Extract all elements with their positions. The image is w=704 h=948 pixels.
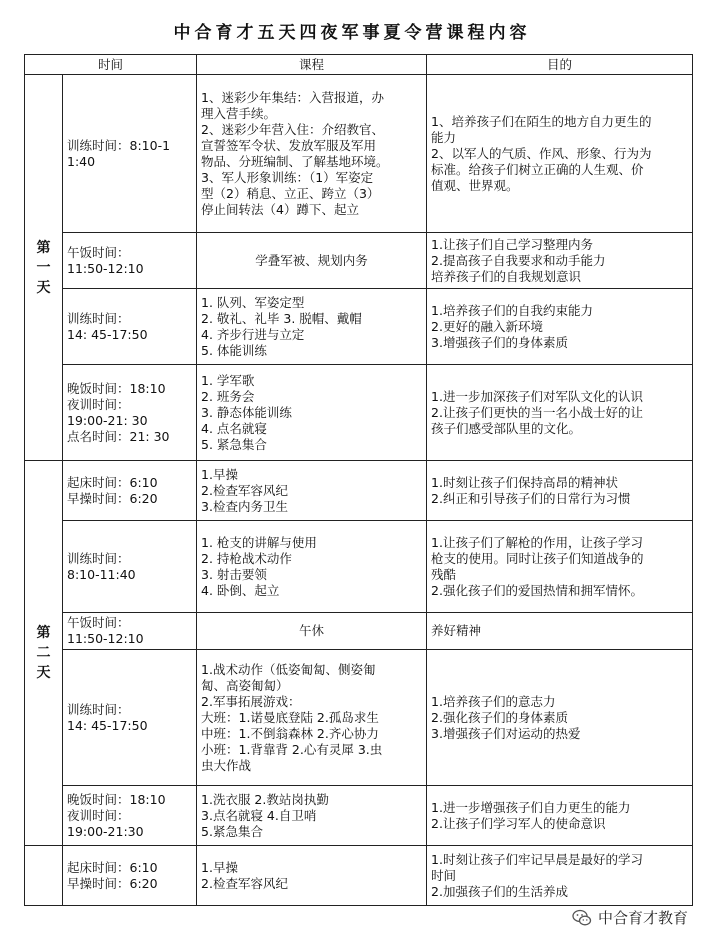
schedule-row — [25, 650, 693, 786]
course-cell — [197, 650, 427, 786]
course-cell-line: 5. 紧急集合 — [201, 436, 267, 452]
course-cell — [197, 846, 427, 906]
course-cell-line: 匐、高姿匍匐） — [201, 677, 289, 693]
course-cell-line: 学叠军被、规划内务 — [255, 252, 368, 268]
purpose-cell-line: 1.进一步增强孩子们自力更生的能力 — [431, 799, 631, 815]
schedule-row — [25, 461, 693, 521]
purpose-cell-line: 2.提高孩子自我要求和动手能力 — [431, 252, 606, 268]
course-cell-line: 停止间转法（4）蹲下、起立 — [201, 201, 359, 217]
purpose-cell-line: 孩子们感受部队里的文化。 — [431, 420, 582, 436]
day-label-line: 二 — [36, 645, 51, 661]
time-cell-line: 11:50-12:10 — [67, 631, 144, 646]
watermark-text: 中合育才教育 — [597, 909, 688, 927]
wechat-icon — [572, 908, 592, 928]
purpose-cell-line: 2.加强孩子们的生活养成 — [431, 883, 568, 899]
time-cell-line: 点名时间：21: 30 — [67, 428, 170, 444]
day-label-line: 天 — [36, 665, 51, 681]
time-cell-line: 11:50-12:10 — [67, 260, 144, 276]
course-cell-line: 物品、分班编制、了解基地环境。 — [201, 153, 389, 169]
day-label-line: 第 — [36, 625, 51, 641]
time-cell-line: 起床时间：6:10 — [67, 859, 158, 875]
purpose-cell-line: 1.培养孩子们的自我约束能力 — [431, 302, 593, 318]
purpose-cell-line: 值观、世界观。 — [431, 177, 519, 193]
day-label — [25, 75, 63, 461]
course-cell-line: 1、迷彩少年集结：入营报道，办 — [201, 89, 384, 105]
course-cell-line: 宣誓签军令状、发放军服及军用 — [201, 137, 377, 153]
course-cell-line: 3.点名就寝 4.自卫哨 — [201, 807, 317, 823]
course-cell-line: 2. 持枪战术动作 — [201, 550, 292, 566]
purpose-cell-line: 2.让孩子们学习军人的使命意识 — [431, 815, 606, 831]
time-cell — [63, 521, 197, 613]
course-cell-line: 2.军事拓展游戏： — [201, 693, 301, 709]
time-cell-line: 夜训时间： — [67, 396, 130, 412]
course-cell-line: 中班：1.不倒翁森林 2.齐心协力 — [201, 725, 379, 741]
time-cell — [63, 613, 197, 650]
course-cell — [197, 365, 427, 461]
schedule-table — [24, 54, 693, 906]
time-cell — [63, 233, 197, 289]
purpose-cell-line: 2.让孩子们更快的当一名小战士好的让 — [431, 404, 643, 420]
course-cell — [197, 233, 427, 289]
purpose-cell-line: 残酷 — [431, 566, 457, 582]
purpose-cell-line: 能力 — [431, 129, 457, 145]
course-cell-line: 2. 班务会 — [201, 388, 255, 404]
course-cell-line: 午休 — [299, 623, 325, 638]
purpose-cell-line: 1、培养孩子们在陌生的地方自力更生的 — [431, 113, 652, 129]
time-cell — [63, 365, 197, 461]
schedule-row — [25, 365, 693, 461]
course-cell-line: 4. 齐步行进与立定 — [201, 326, 305, 342]
course-cell-line: 2.检查军容风纪 — [201, 875, 288, 891]
time-cell-line: 早操时间：6:20 — [67, 490, 158, 506]
time-cell-line: 8:10-11:40 — [67, 566, 136, 582]
purpose-cell-line: 3.增强孩子们对运动的热爱 — [431, 725, 581, 741]
header-course: 课程 — [197, 55, 427, 75]
purpose-cell — [427, 233, 693, 289]
day-label-line: 天 — [36, 279, 51, 296]
purpose-cell-line: 时间 — [431, 867, 457, 883]
course-cell-line: 4. 点名就寝 — [201, 420, 267, 436]
purpose-cell-line: 1.时刻让孩子们牢记早晨是最好的学习 — [431, 851, 643, 867]
day-label-line: 第 — [36, 239, 51, 256]
purpose-cell — [427, 289, 693, 365]
course-cell-line: 5. 体能训练 — [201, 342, 267, 358]
purpose-cell-line: 标准。给孩子们树立正确的人生观、价 — [431, 161, 644, 177]
header-row — [25, 55, 693, 75]
time-cell-line: 午饭时间： — [67, 615, 130, 630]
time-cell-line: 19:00-21:30 — [67, 823, 144, 839]
purpose-cell-line: 2.纠正和引导孩子们的日常行为习惯 — [431, 490, 631, 506]
purpose-cell-line: 1.培养孩子们的意志力 — [431, 693, 556, 709]
course-cell-line: 型（2）稍息、立正、跨立（3） — [201, 185, 380, 201]
day-label — [25, 461, 63, 846]
time-cell-line: 训练时间： — [67, 701, 130, 717]
time-cell-line: 午饭时间： — [67, 244, 130, 260]
schedule-row — [25, 233, 693, 289]
time-cell — [63, 650, 197, 786]
course-cell-line: 5.紧急集合 — [201, 823, 263, 839]
course-cell-line: 理入营手续。 — [201, 105, 277, 121]
header-purpose: 目的 — [427, 55, 693, 75]
course-cell-line: 1. 学军歌 — [201, 372, 255, 388]
course-cell-line: 1.早操 — [201, 859, 238, 875]
course-cell-line: 2、迷彩少年营入住：介绍教官、 — [201, 121, 384, 137]
wechat-watermark — [568, 907, 692, 928]
schedule-row — [25, 846, 693, 906]
time-cell-line: 训练时间： — [67, 550, 130, 566]
schedule-row — [25, 613, 693, 650]
time-cell — [63, 846, 197, 906]
course-cell — [197, 461, 427, 521]
course-cell-line: 1.洗衣服 2.教站岗执勤 — [201, 791, 329, 807]
day-label — [25, 846, 63, 906]
purpose-cell-line: 1.时刻让孩子们保持高昂的精神状 — [431, 474, 618, 490]
course-cell-line: 1.战术动作（低姿匍匐、侧姿匍 — [201, 661, 376, 677]
course-cell — [197, 613, 427, 650]
course-cell-line: 3. 静态体能训练 — [201, 404, 292, 420]
course-cell — [197, 75, 427, 233]
course-cell-line: 1. 队列、军姿定型 — [201, 294, 305, 310]
course-cell-line: 虫大作战 — [201, 757, 252, 773]
page-title: 中合育才五天四夜军事夏令营课程内容 — [173, 23, 531, 43]
purpose-cell-line: 2.更好的融入新环境 — [431, 318, 543, 334]
schedule-row — [25, 521, 693, 613]
course-cell-line: 4. 卧倒、起立 — [201, 582, 280, 598]
time-cell-line: 早操时间：6:20 — [67, 875, 158, 891]
time-cell — [63, 461, 197, 521]
course-cell-line: 3.检查内务卫生 — [201, 498, 288, 514]
purpose-cell-line: 2.强化孩子们的身体素质 — [431, 709, 568, 725]
course-cell-line: 1. 枪支的讲解与使用 — [201, 534, 317, 550]
purpose-cell-line: 养好精神 — [431, 623, 482, 638]
course-cell-line: 大班：1.诺曼底登陆 2.孤岛求生 — [201, 709, 379, 725]
time-cell — [63, 75, 197, 233]
schedule-row — [25, 75, 693, 233]
time-cell-line: 14: 45-17:50 — [67, 717, 148, 733]
time-cell-line: 训练时间：8:10-1 — [67, 137, 171, 153]
time-cell-line: 训练时间： — [67, 310, 130, 326]
time-cell-line: 晚饭时间：18:10 — [67, 791, 166, 807]
time-cell-line: 晚饭时间：18:10 — [67, 380, 166, 396]
course-cell-line: 3. 射击要领 — [201, 566, 267, 582]
time-cell — [63, 289, 197, 365]
purpose-cell — [427, 521, 693, 613]
purpose-cell-line: 培养孩子们的自我规划意识 — [431, 268, 582, 284]
purpose-cell-line: 2.强化孩子们的爱国热情和拥军情怀。 — [431, 582, 643, 598]
purpose-cell-line: 枪支的使用。同时让孩子们知道战争的 — [431, 550, 644, 566]
purpose-cell — [427, 461, 693, 521]
purpose-cell-line: 1.让孩子们自己学习整理内务 — [431, 236, 593, 252]
header-time: 时间 — [25, 55, 197, 75]
purpose-cell-line: 1.让孩子们了解枪的作用，让孩子学习 — [431, 534, 643, 550]
day-label-line: 一 — [36, 259, 51, 276]
purpose-cell — [427, 613, 693, 650]
course-cell-line: 小班：1.背靠背 2.心有灵犀 3.虫 — [201, 741, 383, 757]
purpose-cell — [427, 365, 693, 461]
schedule-row — [25, 289, 693, 365]
purpose-cell — [427, 786, 693, 846]
purpose-cell-line: 1.进一步加深孩子们对军队文化的认识 — [431, 388, 643, 404]
time-cell — [63, 786, 197, 846]
purpose-cell — [427, 75, 693, 233]
time-cell-line: 夜训时间： — [67, 807, 130, 823]
time-cell-line: 14: 45-17:50 — [67, 326, 148, 342]
course-cell-line: 3、军人形象训练：（1）军姿定 — [201, 169, 374, 185]
schedule-row — [25, 786, 693, 846]
course-cell-line: 2. 敬礼、礼毕 3. 脱帽、戴帽 — [201, 310, 362, 326]
purpose-cell — [427, 846, 693, 906]
purpose-cell-line: 3.增强孩子们的身体素质 — [431, 334, 568, 350]
course-cell — [197, 786, 427, 846]
time-cell-line: 19:00-21: 30 — [67, 412, 148, 428]
course-cell — [197, 289, 427, 365]
time-cell-line: 1:40 — [67, 153, 96, 169]
time-cell-line: 起床时间：6:10 — [67, 474, 158, 490]
course-cell-line: 1.早操 — [201, 466, 238, 482]
purpose-cell-line: 2、以军人的气质、作风、形象、行为为 — [431, 145, 652, 161]
course-cell — [197, 521, 427, 613]
purpose-cell — [427, 650, 693, 786]
course-cell-line: 2.检查军容风纪 — [201, 482, 288, 498]
